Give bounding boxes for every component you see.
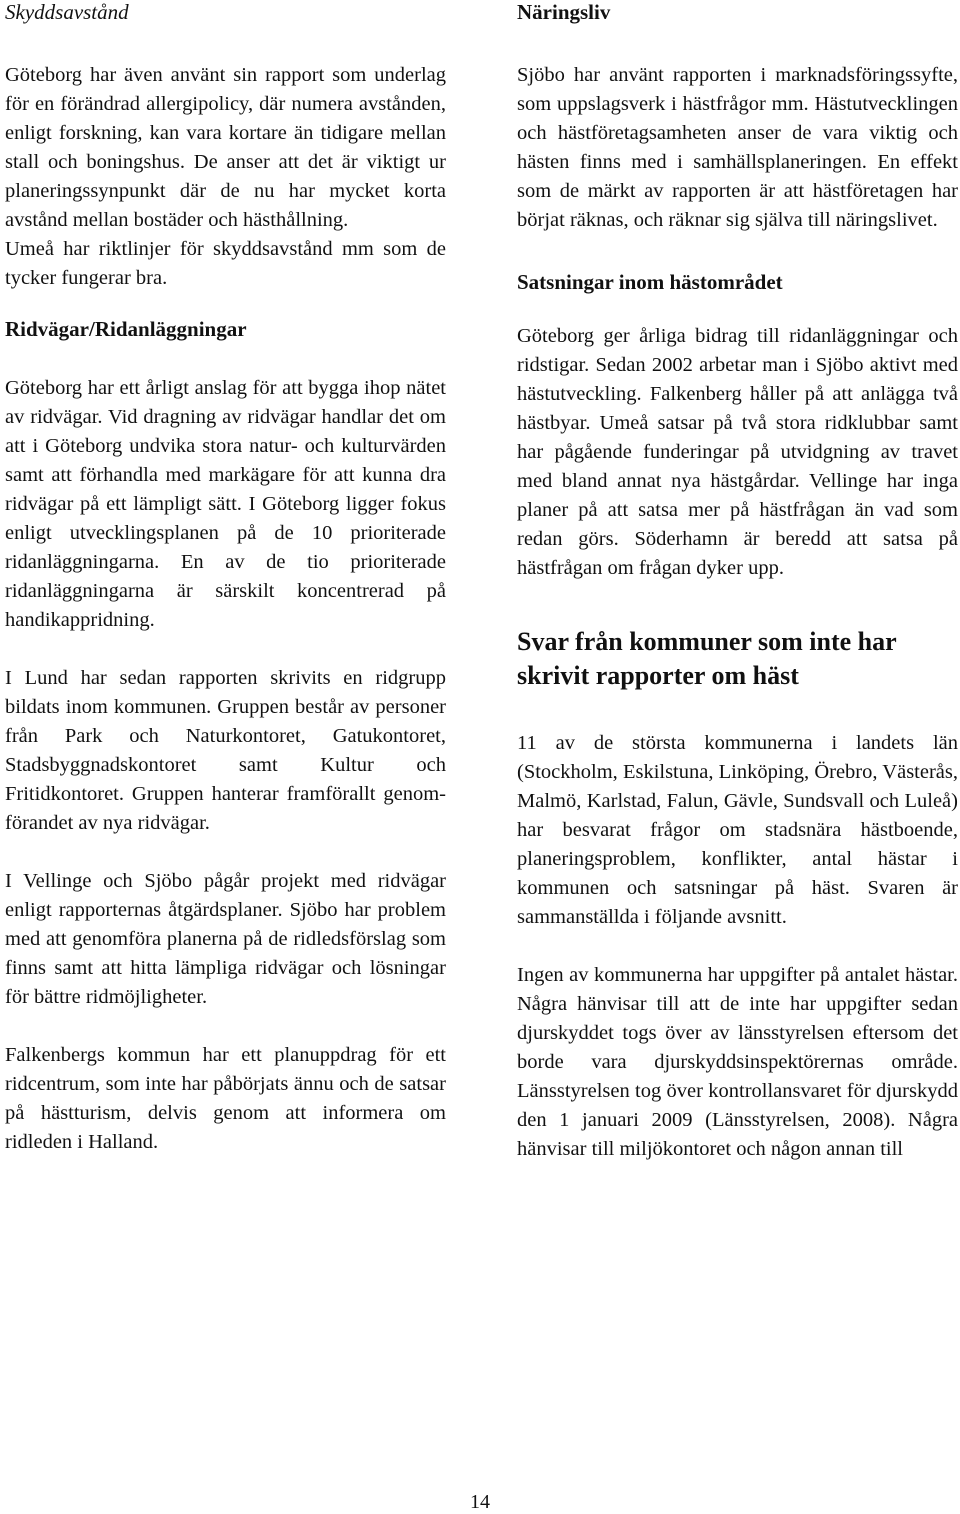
paragraph-sjobo-marknad: Sjöbo har använt rapporten i marknadsföringssyfte, som uppslagsverk i hästfrågor mm. Hästutvecklingen och hästföretagsamheten anser de vara viktig och hästen finns med i samhällsplaneringen. En effekt som de märkt av rapporten är att hästföretagen har börjat räknas, och räknar sig själva till näringslivet. [517,64,958,231]
heading-satsningar: Satsningar inom hästområdet [517,270,783,294]
paragraph-goteborg-anslag: Göteborg har ett årligt anslag för att bygga ihop nätet av ridvägar. Vid dragning av ridvägar handlar det om att i Göteborg undvika stora natur- och kulturvärden samt att förhandla med markägare för att kunna dra ridvägar på ett lämpligt sätt. I Göteborg ligger fokus enligt utvecklingsplanen på de 10 prioriterade ridanläggningarna. En av de tio prioriterade ridanläggningarna är särskilt koncentrerad på handikappridning. [5,377,446,631]
heading-svar-fran-kommuner: Svar från kommuner som inte har skrivit rapporter om häst [517,627,897,690]
paragraph-umea-riktlinjer: Umeå har riktlinjer för skyddsavstånd mm som de tycker fungerar bra. [5,238,446,289]
paragraph-elva-kommuner: 11 av de största kommunerna i landets län (Stockholm, Eskilstuna, Linköping, Örebro, Västerås, Malmö, Karlstad, Falun, Gävle, Sundsvall och Luleå) har besvarat frågor om stadsnära hästboende, planeringsproblem, konflikter, antal hästar i kommunen och satsningar på häst. Svaren är sammanställda i följande avsnitt. [517,732,958,928]
heading-naringsliv: Näringsliv [517,0,611,24]
heading-skyddsavstand: Skyddsavstånd [5,0,129,24]
paragraph-lund: I Lund har sedan rapporten skrivits en ridgrupp bildats inom kommunen. Gruppen består av personer från Park och Naturkontoret, Gatukontoret, Stadsbyggnadskontoret samt Kultur och Fritidkontoret. Gruppen hanterar framförallt genomförandet av nya ridvägar. [5,667,446,834]
right-column [517,0,958,1164]
paragraph-ingen-av-kommunerna: Ingen av kommunerna har uppgifter på antalet hästar. Några hänvisar till att de inte har uppgifter sedan djurskyddet togs över av länsstyrelsen eftersom det borde vara djurskyddsinspektörernas område. Länsstyrelsen tog över kontrollansvaret för djurskydd den 1 januari 2009 (Länsstyrelsen, 2008). Några hänvisar till miljökontoret och någon annan till [517,964,958,1160]
paragraph-vellinge-sjobo: I Vellinge och Sjöbo pågår projekt med ridvägar enligt rapporternas åtgärdsplaner. Sjöbo har problem med att genomföra planerna på de ridledsförslag som finns samt att hitta lämpliga ridvägar och lösningar för bättre ridmöjligheter. [5,870,446,1008]
left-column [5,0,446,1157]
paragraph-goteborg-policy: Göteborg har även använt sin rapport som underlag för en förändrad allergipolicy, där numera avstånden, enligt forskning, kan vara kortare än tidigare mellan stall och boningshus. De anser att det är viktigt ur planeringssynpunkt där de nu har mycket korta avstånd mellan bostäder och hästhållning. [5,64,446,231]
page-number: 14 [470,1491,490,1513]
heading-ridvagar: Ridvägar/Ridanläggningar [5,317,247,341]
paragraph-falkenberg: Falkenbergs kommun har ett planuppdrag för ett ridcentrum, som inte har påbörjats ännu och de satsar på hästturism, delvis genom att informera om ridleden i Halland. [5,1044,446,1153]
paragraph-satsningar: Göteborg ger årliga bidrag till ridanläggningar och ridstigar. Sedan 2002 arbetar man i Sjöbo aktivt med hästutveckling. Falkenberg håller på att anlägga två hästbyar. Umeå satsar på två stora ridklubbar samt har pågående funderingar på utvidgning av travet med bland annat nya hästgårdar. Vellinge har inga planer på att satsa mer på hästfrågan än vad som redan görs. Söderhamn är beredd att satsa på hästfrågan om frågan dyker upp. [517,325,958,579]
